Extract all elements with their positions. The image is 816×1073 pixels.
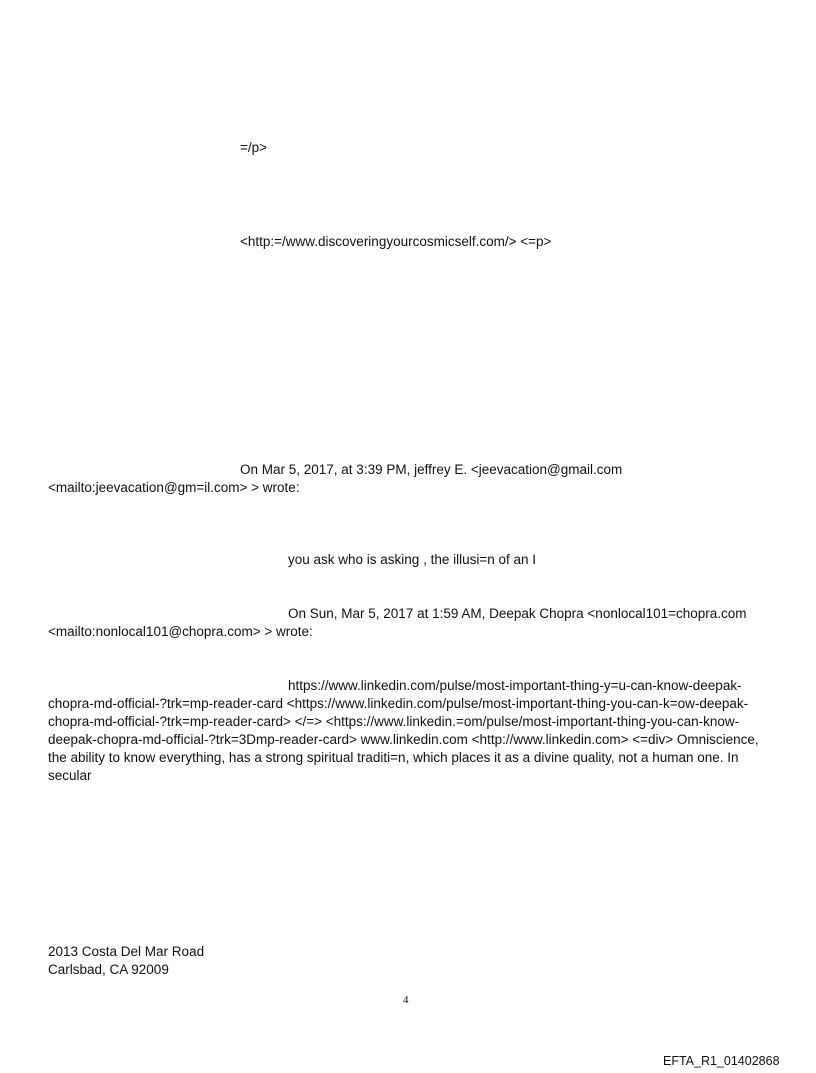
closing-tag-line: =/p> [240,140,268,155]
bates-number: EFTA_R1_01402868 [663,1054,780,1068]
reply-header-1-first-line: On Mar 5, 2017, at 3:39 PM, jeffrey E. <jeevacation@gmail.com [240,462,623,477]
website-url-line: <http:=/www.discoveringyourcosmicself.com/> <=p> [240,234,552,249]
reply-body-2: https://www.linkedin.com/pulse/most-important-thing-y=u-can-know-deepak-chopra-md-official-?trk=mp-reader-card <https://www.linkedin.com/pulse/most-important-thing-you-can-k=ow-deepak-chopra-md-official-?trk=mp-reader-card> </=> <https://www.linkedin.=om/pulse/most-important-thing-you-can-know-deepak-chopra-md-official-?trk=3Dmp-reader-card> www.linkedin.com <http://www.linkedin.com> <=div> Omniscience, the ability to know everything, has a strong spiritual traditi=n, which places it as a divine quality, not a human one. In secular [48,678,759,783]
address-line-2: Carlsbad, CA 92009 [48,962,169,977]
reply-header-1-second-line: <mailto:jeevacation@gm=il.com> > wrote: [48,480,300,495]
reply-header-2-first-line: On Sun, Mar 5, 2017 at 1:59 AM, Deepak Chopra <nonlocal101=chopra.com [288,606,747,621]
page-number: 4 [403,994,409,1006]
reply-body-1: you ask who is asking , the illusi=n of an I [288,552,537,567]
address-line-1: 2013 Costa Del Mar Road [48,944,205,959]
reply-header-2-second-line: <mailto:nonlocal101@chopra.com> > wrote: [48,624,313,639]
address-block [48,943,204,979]
